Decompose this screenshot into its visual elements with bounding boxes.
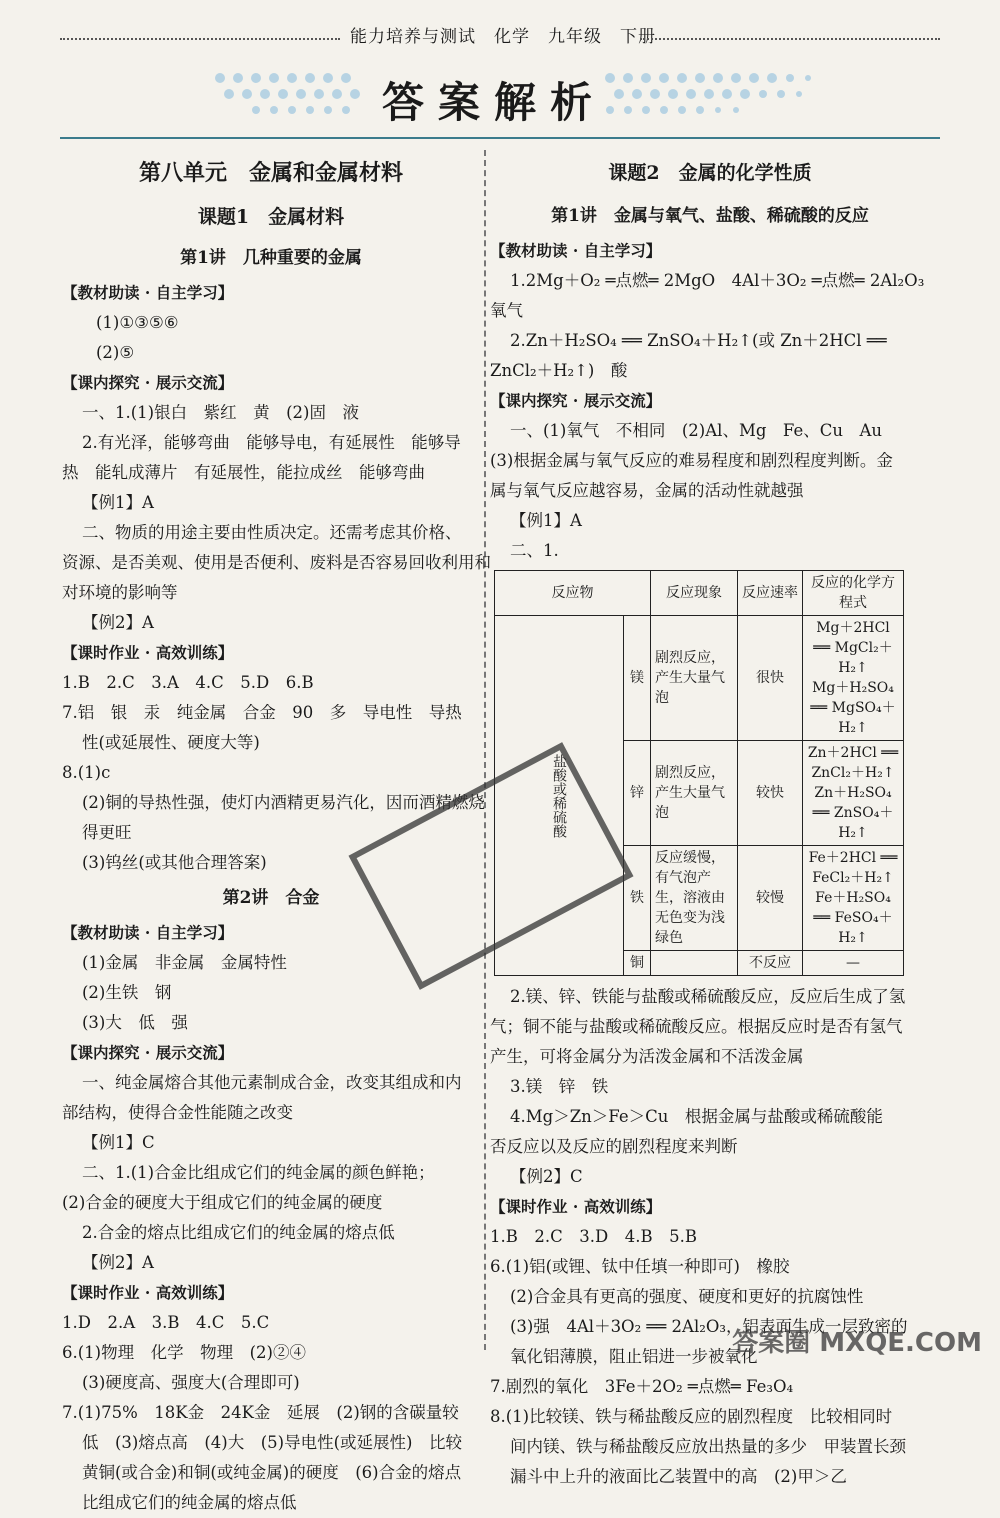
answer-line: 间内镁、铁与稀盐酸反应放出热量的多少 甲装置长颈 [510, 1437, 906, 1456]
rate-cell: 不反应 [738, 951, 803, 976]
equation-line: — [846, 955, 860, 971]
answer-line: 6.(1)物理 化学 物理 (2)②④ [62, 1343, 306, 1362]
section-heading: 【教材助读 · 自主学习】 [62, 923, 234, 942]
answer-line: 一、(1)氧气 不相同 (2)Al、Mg Fe、Cu Au [510, 421, 882, 440]
section-heading: 【课时作业 · 高效训练】 [62, 643, 234, 662]
header-dotted-line-right [640, 38, 940, 40]
lecture-title: 第1讲 几种重要的金属 [180, 248, 362, 268]
answer-line: 【例2】A [82, 1253, 154, 1272]
table-row [495, 616, 904, 741]
rate-cell: 较慢 [738, 846, 803, 951]
answer-line: 部结构，使得合金性能随之改变 [62, 1103, 293, 1122]
answer-line: 1.B 2.C 3.A 4.C 5.D 6.B [62, 673, 314, 692]
answer-line: 二、1.(1)合金比组成它们的纯金属的颜色鲜艳； [82, 1163, 435, 1182]
equation-line: Mg＋H₂SO₄ ══ MgSO₄＋H₂↑ [810, 680, 896, 736]
table-header-cell: 反应的化学方程式 [803, 571, 904, 616]
answer-line: 3.镁 锌 铁 [510, 1077, 609, 1096]
rate-cell: 很快 [738, 616, 803, 741]
answer-line: 7.剧烈的氧化 3Fe＋2O₂ ═点燃═ Fe₃O₄ [490, 1377, 794, 1396]
table-header-cell: 反应现象 [651, 571, 738, 616]
answer-line: ZnCl₂＋H₂↑) 酸 [490, 361, 628, 380]
phenomenon-cell: 剧烈反应，产生大量气泡 [651, 741, 738, 846]
equation-line: Fe＋2HCl ══ FeCl₂＋H₂↑ [808, 850, 898, 886]
answer-line: 黄铜(或合金)和铜(或纯金属)的硬度 (6)合金的熔点 [82, 1463, 462, 1482]
equation-cell [803, 616, 904, 741]
answer-line: 【例1】A [510, 511, 582, 530]
answer-line: (1)①③⑤⑥ [96, 313, 179, 332]
table-header-row [495, 571, 904, 616]
answer-line: 一、1.(1)银白 紫红 黄 (2)固 液 [82, 403, 359, 422]
section-heading: 【教材助读 · 自主学习】 [62, 283, 234, 302]
metal-cell: 镁 [624, 616, 651, 741]
header-text: 能力培养与测试 化学 九年级 下册 [350, 27, 656, 47]
section-heading: 【课时作业 · 高效训练】 [62, 1283, 234, 1302]
answer-line: (2)生铁 钢 [82, 983, 172, 1002]
answer-line: 一、纯金属熔合其他元素制成合金，改变其组成和内 [82, 1073, 462, 1092]
answer-line: 【例2】A [82, 613, 154, 632]
phenomenon-cell: 反应缓慢，有气泡产生，溶液由无色变为浅绿色 [651, 846, 738, 951]
banner-title: 答案解析 [382, 78, 607, 127]
answer-line: 7.铝 银 汞 纯金属 合金 90 多 导电性 导热 [62, 703, 462, 722]
lecture-answers-part-a [490, 236, 930, 566]
lecture-answers-part-b [490, 982, 930, 1492]
equation-cell [803, 741, 904, 846]
answer-line: 【例2】C [510, 1167, 583, 1186]
answer-line: 氧气 [490, 301, 523, 320]
section-heading: 【课时作业 · 高效训练】 [490, 1197, 662, 1216]
table-header-cell: 反应物 [495, 571, 651, 616]
section-heading: 【课内探究 · 展示交流】 [62, 373, 234, 392]
answer-line: 8.(1)c [62, 763, 111, 782]
answer-line: (3)强 4Al＋3O₂ ══ 2Al₂O₃，铝表面生成一层致密的 [510, 1317, 908, 1336]
unit-title: 第八单元 金属和金属材料 [138, 160, 403, 186]
answer-line: (2)铜的导热性强，使灯内酒精更易汽化，因而酒精燃烧 [82, 793, 485, 812]
answer-line: (3)硬度高、强度大(合理即可) [82, 1373, 300, 1392]
rate-cell: 较快 [738, 741, 803, 846]
answer-line: 2.Zn＋H₂SO₄ ══ ZnSO₄＋H₂↑(或 Zn＋2HCl ══ [510, 331, 887, 350]
header-dotted-line-left [60, 38, 340, 40]
equation-line: Mg＋2HCl ══ MgCl₂＋H₂↑ [813, 620, 893, 676]
answer-line: 【例1】A [82, 493, 154, 512]
lesson-title: 课题2 金属的化学性质 [608, 162, 812, 184]
answer-line: 二、物质的用途主要由性质决定。还需考虑其价格、 [82, 523, 462, 542]
answer-line: (3)钨丝(或其他合理答案) [82, 853, 267, 872]
answer-line: 产生，可将金属分为活泼金属和不活泼金属 [490, 1047, 804, 1066]
section-heading: 【教材助读 · 自主学习】 [490, 241, 662, 260]
metal-cell: 锌 [624, 741, 651, 846]
answer-line: 6.(1)铝(或锂、钛中任填一种即可) 橡胶 [490, 1257, 790, 1276]
answer-line: 属与氧气反应越容易，金属的活动性就越强 [490, 481, 804, 500]
answer-line: 低 (3)熔点高 (4)大 (5)导电性(或延展性) 比较 [82, 1433, 462, 1452]
answer-line: 4.Mg＞Zn＞Fe＞Cu 根据金属与盐酸或稀硫酸能 [510, 1107, 883, 1126]
equation-cell [803, 846, 904, 951]
answer-line: 2.合金的熔点比组成它们的纯金属的熔点低 [82, 1223, 395, 1242]
answer-line: 2.有光泽，能够弯曲 能够导电，有延展性 能够导 [82, 433, 461, 452]
title-banner [0, 58, 1000, 143]
answer-line: 【例1】C [82, 1133, 155, 1152]
answer-line: 氧化铝薄膜，阻止铝进一步被氧化 [510, 1347, 758, 1366]
lecture-1-answers [62, 278, 491, 878]
answer-line: (3)根据金属与氧气反应的难易程度和剧烈程度判断。金 [490, 451, 893, 470]
answer-line: 否反应以及反应的剧烈程度来判断 [490, 1137, 738, 1156]
answer-line: 漏斗中上升的液面比乙装置中的高 (2)甲＞乙 [510, 1467, 847, 1486]
answer-line: 2.镁、锌、铁能与盐酸或稀硫酸反应，反应后生成了氢 [510, 987, 906, 1006]
answer-line: 1.B 2.C 3.D 4.B 5.B [490, 1227, 697, 1246]
answer-line: (2)合金的硬度大于组成它们的纯金属的硬度 [62, 1193, 383, 1212]
section-heading: 【课内探究 · 展示交流】 [62, 1043, 234, 1062]
answer-line: 二、1. [510, 541, 559, 560]
answer-line: 热 能轧成薄片 有延展性，能拉成丝 能够弯曲 [62, 463, 425, 482]
equation-line: Fe＋H₂SO₄ ══ FeSO₄＋H₂↑ [813, 890, 893, 946]
equation-line: Zn＋H₂SO₄ ══ ZnSO₄＋H₂↑ [812, 785, 894, 841]
lecture-title: 第2讲 合金 [222, 888, 320, 908]
answer-line: 8.(1)比较镁、铁与稀盐酸反应的剧烈程度 比较相同时 [490, 1407, 893, 1426]
answer-line: 1.D 2.A 3.B 4.C 5.C [62, 1313, 270, 1332]
answer-line: 对环境的影响等 [62, 583, 178, 602]
equation-line: Zn＋2HCl ══ ZnCl₂＋H₂↑ [807, 745, 899, 781]
lecture-2-answers [62, 918, 480, 1518]
answer-line: (3)大 低 强 [82, 1013, 188, 1032]
answer-line: (2)合金具有更高的强度、硬度和更好的抗腐蚀性 [510, 1287, 864, 1306]
answer-line: 比组成它们的纯金属的熔点低 [82, 1493, 297, 1512]
section-heading: 【课内探究 · 展示交流】 [490, 391, 662, 410]
phenomenon-cell: 剧烈反应，产生大量气泡 [651, 616, 738, 741]
page-header [0, 8, 1000, 48]
answer-line: 资源、是否美观、使用是否便利、废料是否容易回收利用和 [62, 553, 491, 572]
equation-cell [803, 951, 904, 976]
answer-line: (2)⑤ [96, 343, 135, 362]
dots-decoration-left [210, 66, 370, 126]
phenomenon-cell [651, 951, 738, 976]
column-divider [484, 150, 486, 1350]
watermark-logo: 答案圈 MXQE.COM [732, 1328, 982, 1358]
reactant-group-cell: 盐酸或稀硫酸 [495, 616, 624, 976]
answer-line: 得更旺 [82, 823, 132, 842]
table-header-cell: 反应速率 [738, 571, 803, 616]
lesson-title: 课题1 金属材料 [197, 206, 345, 228]
title-underline [60, 137, 940, 139]
dots-decoration-right [600, 66, 840, 126]
answer-line: 气；铜不能与盐酸或稀硫酸反应。根据反应时是否有氢气 [490, 1017, 903, 1036]
answer-line: 性(或延展性、硬度大等) [82, 733, 260, 752]
answer-line: (1)金属 非金属 金属特性 [82, 953, 287, 972]
lecture-title: 第1讲 金属与氧气、盐酸、稀硫酸的反应 [551, 206, 869, 226]
metal-cell: 铜 [624, 951, 651, 976]
answer-line: 1.2Mg＋O₂ ═点燃═ 2MgO 4Al＋3O₂ ═点燃═ 2Al₂O₃ [510, 271, 925, 290]
metal-cell: 铁 [624, 846, 651, 951]
answer-line: 7.(1)75% 18K金 24K金 延展 (2)钢的含碳量较 [62, 1403, 459, 1422]
